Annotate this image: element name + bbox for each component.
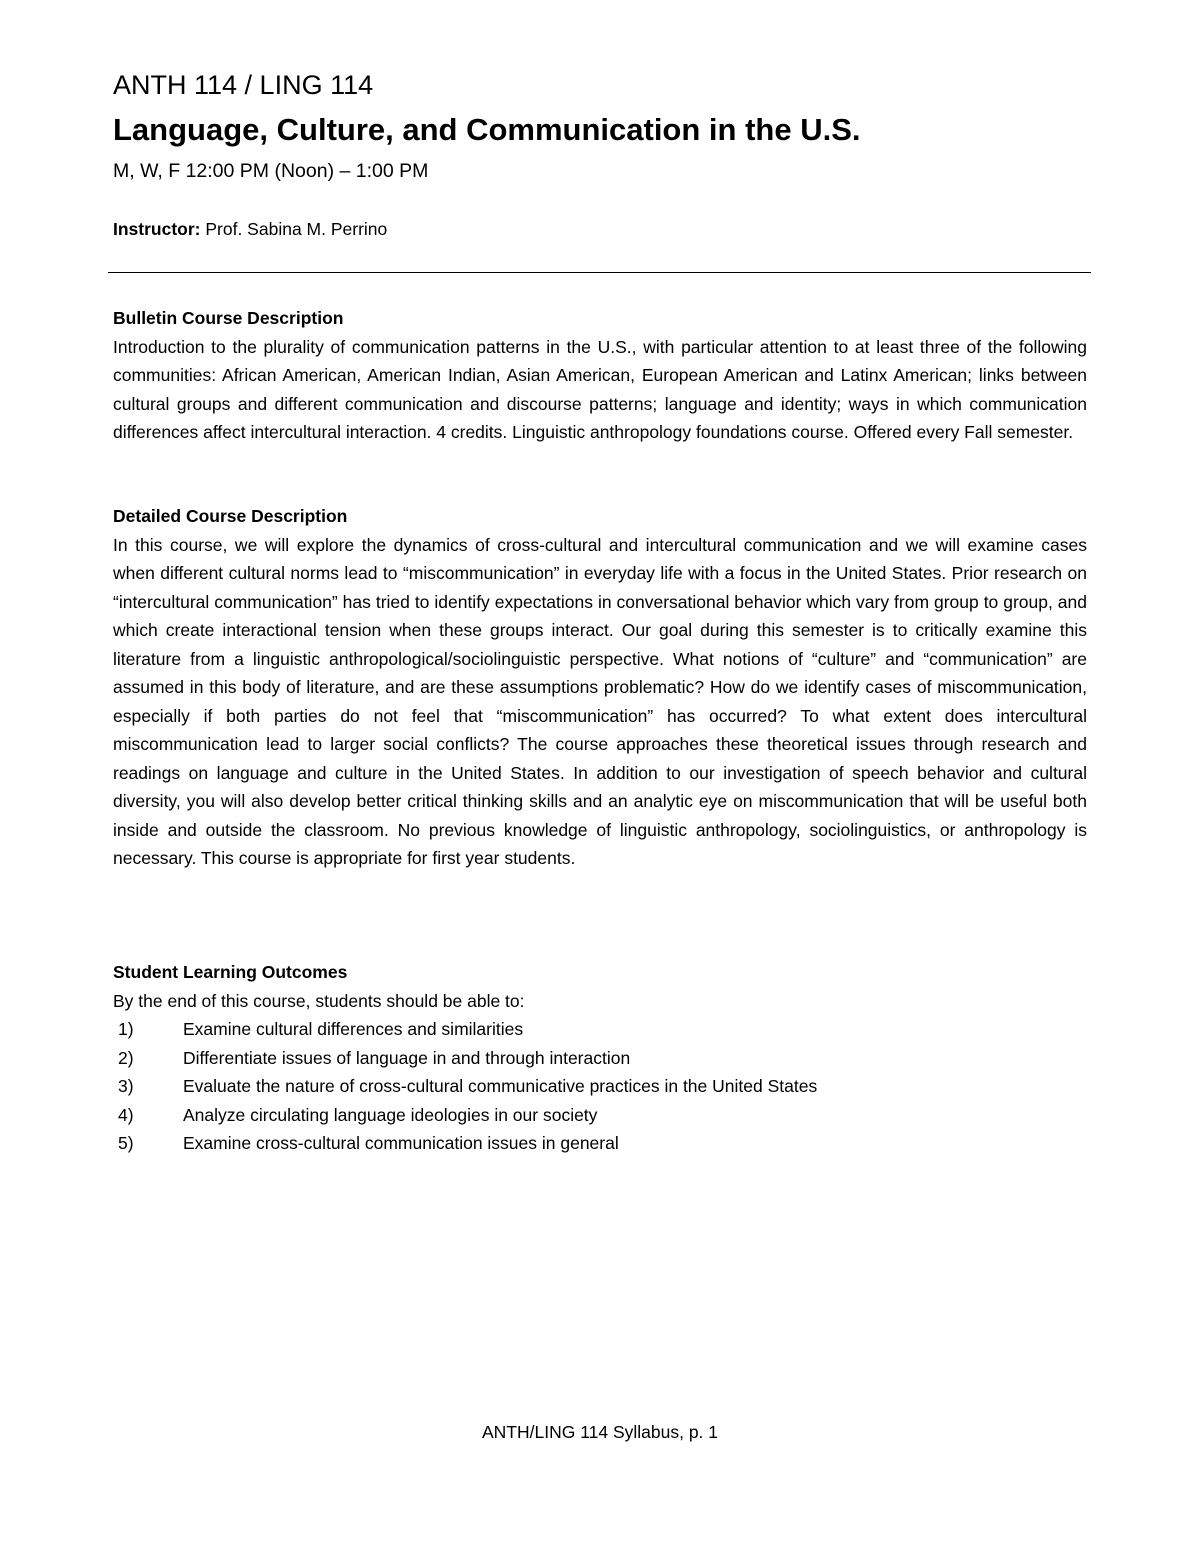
detailed-section <box>113 502 1087 873</box>
list-item-number: 1) <box>118 1019 134 1039</box>
instructor-line <box>113 217 387 241</box>
list-item-number: 3) <box>118 1076 134 1096</box>
list-item <box>113 1015 1087 1044</box>
outcomes-list <box>113 1015 1087 1158</box>
detailed-description: In this course, we will explore the dynamics of cross-cultural and intercultural communication and we will examine cases when different cultural norms lead to “miscommunication” in everyday life with a focus in the United States. Prior research on “intercultural communication” has tried to identify expectations in conversational behavior which vary from group to group, and which create interactional tension when these groups interact. Our goal during this semester is to critically examine this literature from a linguistic anthropological/sociolinguistic perspective. What notions of “culture” and “communication” are assumed in this body of literature, and are these assumptions problematic? How do we identify cases of miscommunication, especially if both parties do not feel that “miscommunication” has occurred? To what extent does intercultural miscommunication lead to larger social conflicts? The course approaches these theoretical issues through research and readings on language and culture in the United States. In addition to our investigation of speech behavior and cultural diversity, you will also develop better critical thinking skills and an analytic eye on miscommunication that will be useful both inside and outside the classroom. No previous knowledge of linguistic anthropology, sociolinguistics, or anthropology is necessary. This course is appropriate for first year students. <box>113 534 1087 868</box>
course-schedule: M, W, F 12:00 PM (Noon) – 1:00 PM <box>113 160 429 182</box>
bulletin-heading: Bulletin Course Description <box>113 308 344 328</box>
list-item <box>113 1129 1087 1158</box>
detailed-heading: Detailed Course Description <box>113 506 348 526</box>
page-footer: ANTH/LING 114 Syllabus, p. 1 <box>481 1422 719 1442</box>
list-item-text: Differentiate issues of language in and through interaction <box>183 1047 631 1068</box>
bulletin-section <box>113 304 1087 447</box>
list-item-number: 4) <box>118 1104 134 1125</box>
outcomes-section <box>113 958 1087 1158</box>
outcomes-intro: By the end of this course, students should be able to: <box>113 990 525 1011</box>
header-divider <box>108 272 1091 273</box>
course-code: ANTH 114 / LING 114 <box>113 70 374 100</box>
bulletin-description: Introduction to the plurality of communication patterns in the U.S., with particular attention to at least three of the following communities: African American, American Indian, Asian American, European American and Latinx American; links between cultural groups and different communication and discourse patterns; language and identity; ways in which communication differences affect intercultural interaction. 4 credits. Linguistic anthropology foundations course. Offered every Fall semester. <box>113 336 1087 442</box>
course-title: Language, Culture, and Communication in the U.S. <box>113 112 861 147</box>
list-item-text: Evaluate the nature of cross-cultural communicative practices in the United States <box>183 1076 818 1096</box>
outcomes-heading: Student Learning Outcomes <box>113 962 348 982</box>
instructor-name: Prof. Sabina M. Perrino <box>200 219 388 239</box>
list-item-number: 2) <box>118 1047 134 1068</box>
list-item-text: Analyze circulating language ideologies in our society <box>183 1104 598 1125</box>
list-item <box>113 1101 1087 1130</box>
list-item <box>113 1044 1087 1073</box>
list-item-text: Examine cultural differences and similarities <box>183 1019 524 1039</box>
list-item <box>113 1072 1087 1101</box>
list-item-number: 5) <box>118 1133 134 1153</box>
list-item-text: Examine cross-cultural communication issues in general <box>183 1133 619 1153</box>
instructor-label: Instructor: <box>113 219 201 239</box>
